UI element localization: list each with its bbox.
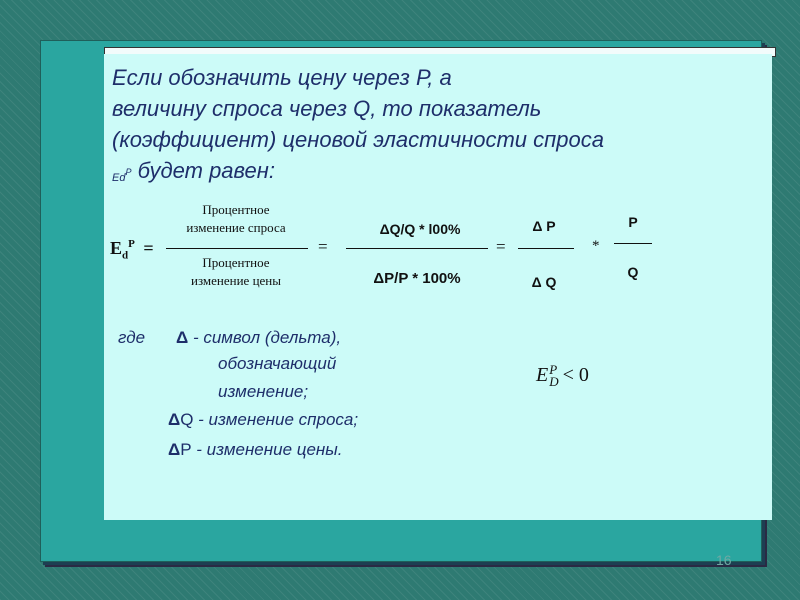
intro-text [112,62,762,194]
times-sign: * [592,238,600,254]
fraction1-bar [166,248,308,249]
fraction1-numerator: Процентное изменение спроса [186,202,286,235]
intro-line-4: $Ed^P$ будет равен: [112,158,275,184]
fraction1-denominator: Процентное изменение цены [191,255,281,288]
intro-line-3: (коэффициент) ценовой эластичности спроса [112,127,604,152]
where-label: где [118,328,146,347]
fraction2-numerator: ΔQ/Q * l00% [379,221,461,237]
delta-definition-line-2: обозначающий [218,354,337,373]
delta-definition: Δ - символ (дельта), [176,328,342,347]
intro-line-1: Если обозначить цену через Р, а [112,65,452,90]
page-number: 16 [716,552,732,568]
delta-definition-line-3: изменение; [218,382,309,401]
fraction2-bar [346,248,488,249]
equals-3: = [496,237,506,256]
fraction4-bar [614,243,652,244]
intro-line-2: величину спроса через Q, то показатель [112,96,542,121]
slide-content [104,54,772,520]
equals-2: = [318,237,328,256]
fraction3-numerator: Δ P [532,218,556,234]
elasticity-inequality: E P D < 0 [536,362,589,390]
fraction2-denominator: ΔP/P * 100% [373,270,461,287]
fraction3-denominator: Δ Q [531,274,557,290]
ed-symbol-small: $Ed^P$ [112,167,132,184]
fraction4-numerator: P [628,214,638,230]
dq-definition: ΔQ - изменение спроса; [168,410,359,429]
dp-definition: ΔP - изменение цены. [168,440,343,459]
formula-lhs: $E_d^P$ = [110,238,154,262]
fraction4-denominator: Q [627,264,639,280]
fraction3-bar [518,248,574,249]
